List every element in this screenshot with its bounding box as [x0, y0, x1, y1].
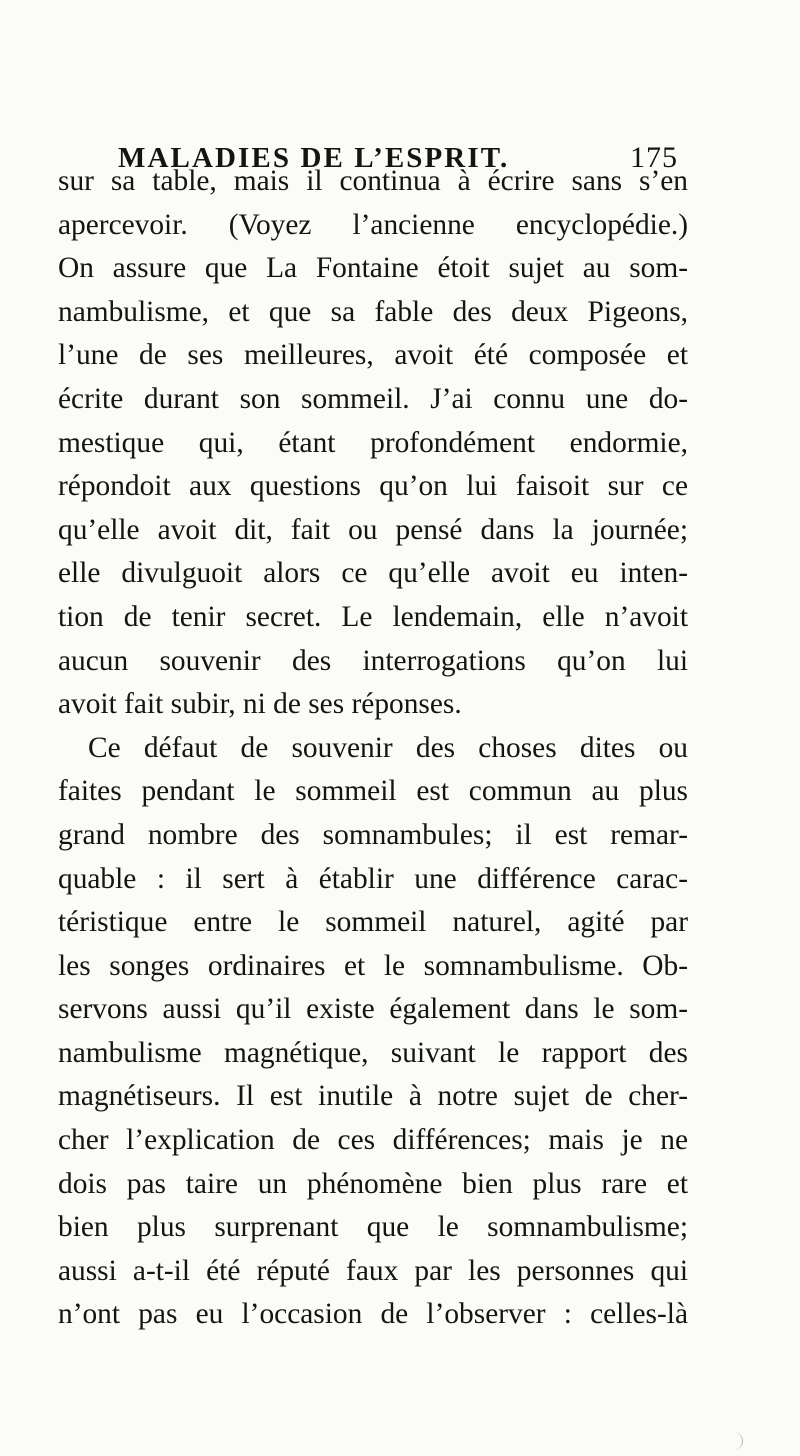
body-text	[58, 160, 688, 1337]
paragraph-start-line: Ce défaut de souvenir des choses dites ou	[88, 731, 688, 764]
text-line: aucun souvenir des interrogations qu’on lui	[58, 644, 688, 677]
text-line: quable : il sert à établir une différence carac-	[58, 862, 688, 895]
text-line: magnétiseurs. Il est inutile à notre sujet de cher-	[58, 1080, 688, 1113]
text-line: aussi a-t-il été réputé faux par les personnes qui	[58, 1254, 688, 1287]
text-line: n’ont pas eu l’occasion de l’observer : celles-là	[58, 1298, 688, 1331]
text-line: qu’elle avoit dit, fait ou pensé dans la journée;	[58, 513, 688, 546]
text-line: servons aussi qu’il existe également dans le som-	[58, 993, 688, 1026]
text-line: tion de tenir secret. Le lendemain, elle n’avoit	[58, 600, 688, 633]
paragraph-end-line: avoit fait subir, ni de ses réponses.	[58, 688, 462, 721]
text-line: écrite durant son sommeil. J’ai connu une do-	[58, 382, 688, 415]
text-line: nambulisme, et que sa fable des deux Pigeons,	[58, 295, 688, 328]
text-line: nambulisme magnétique, suivant le rapport des	[58, 1036, 688, 1069]
text-line: cher l’explication de ces différences; mais je ne	[58, 1124, 688, 1157]
text-line: téristique entre le sommeil naturel, agité par	[58, 906, 688, 939]
text-line: On assure que La Fontaine étoit sujet au som-	[58, 252, 688, 285]
text-line: l’une de ses meilleures, avoit été composée et	[58, 339, 688, 372]
text-line: répondoit aux questions qu’on lui faisoit sur ce	[58, 470, 688, 503]
text-line: elle divulguoit alors ce qu’elle avoit eu inten-	[58, 557, 688, 590]
text-line: sur sa table, mais il continua à écrire sans s’en	[58, 165, 688, 197]
text-line: les songes ordinaires et le somnambulisme. Ob-	[58, 949, 688, 982]
running-title: MALADIES DE L’ESPRIT.	[118, 142, 510, 174]
text-line: grand nombre des somnambules; il est remar-	[58, 818, 688, 851]
text-line: dois pas taire un phénomène bien plus rare et	[58, 1167, 688, 1200]
text-line: faites pendant le sommeil est commun au plus	[58, 775, 688, 808]
scan-artifact	[734, 1432, 743, 1450]
text-line: mestique qui, étant profondément endormie,	[58, 426, 688, 459]
text-line: bien plus surprenant que le somnambulisme;	[58, 1211, 688, 1244]
text-line: apercevoir. (Voyez l’ancienne encyclopédie.)	[58, 208, 688, 241]
page-number: 175	[630, 141, 678, 174]
